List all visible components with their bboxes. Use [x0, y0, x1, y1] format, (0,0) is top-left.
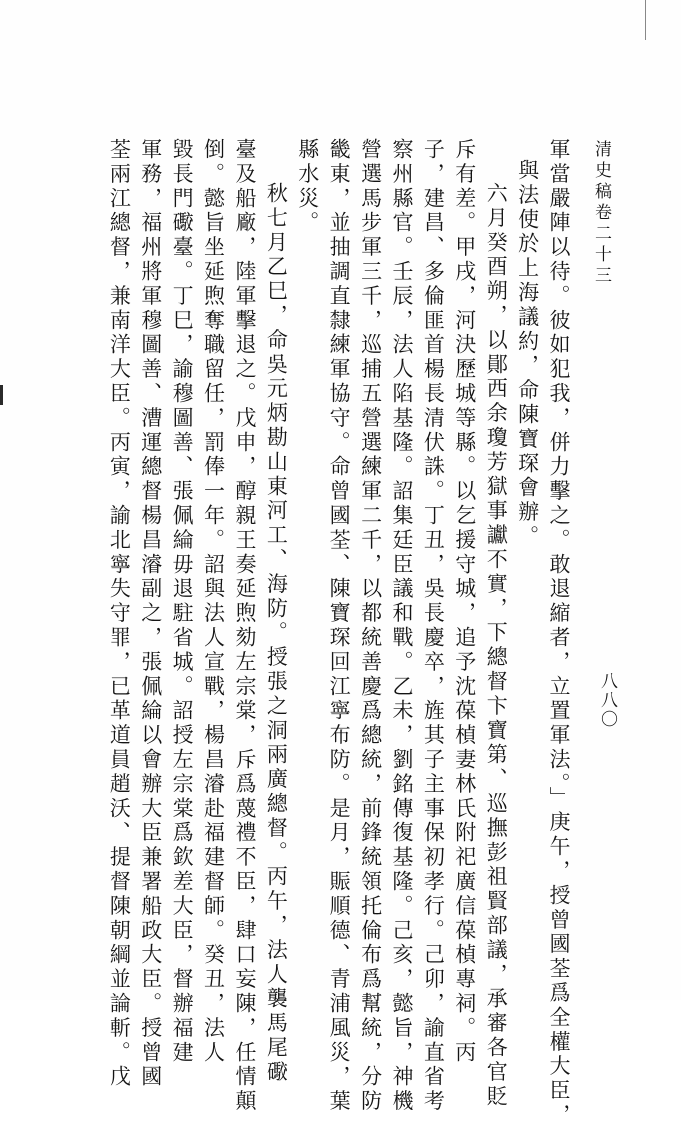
- text-column: 秋七月乙巳，命吳元炳勘山東河工、海防。授張之洞兩廣總督。丙午，法人襲馬尾礮: [264, 182, 289, 1085]
- vertical-text-body: [103, 138, 574, 1128]
- text-column: 縣水災。: [295, 138, 320, 236]
- scan-edge-mark: [645, 0, 646, 40]
- running-header: 清史稿卷二十三: [591, 140, 611, 287]
- text-column: 與法使於上海議約，命陳寶琛會辦。: [515, 159, 540, 550]
- text-column: 六月癸酉朔，以鄖西余瓊芳獄事讞不實，下總督卞寶第、巡撫彭祖賢部議，承審各官貶: [484, 182, 509, 1110]
- text-column: 倒。懿旨坐延煦奪職留任，罰俸一年。詔與法人宣戰，楊昌濬赴福建督師。癸丑，法人: [201, 138, 226, 1066]
- text-column: 毀長門礮臺。丁巳，諭穆圖善、張佩綸毋退駐省城。詔授左宗棠爲欽差大臣，督辦福建: [170, 138, 195, 1066]
- page-number: 八八〇: [597, 672, 617, 729]
- text-column: 臺及船廠，陸軍擊退之。戊申，醇親王奏延煦劾左宗棠，斥爲蔑禮不臣，肆口妄陳，任情顛: [232, 138, 257, 1114]
- text-column: 斥有差。甲戌，河決歷城等縣。以乞援守城，追予沈葆楨妻林氏附祀廣信葆楨專祠。丙: [452, 138, 477, 1066]
- text-column: 軍務，福州將軍穆圖善、漕運總督楊昌濬副之，張佩綸以會辦大臣兼署船政大臣。授曾國: [138, 138, 163, 1090]
- binding-margin-mark: [0, 385, 3, 405]
- text-column: 察州縣官。壬辰，法人陷基隆。詔集廷臣議和戰。乙未，劉銘傳復基隆。己亥，懿旨，神機: [389, 138, 414, 1114]
- text-column: 荃兩江總督，兼南洋大臣。丙寅，諭北寧失守罪，已革道員趙沃、提督陳朝綱並論斬。戊: [107, 138, 132, 1090]
- text-column: 營選馬步軍三千，巡捕五營選練軍二千，以都統善慶爲總統，前鋒統領托倫布爲幫統，分防: [358, 138, 383, 1114]
- text-column: 軍當嚴陣以待。彼如犯我，併力擊之。敢退縮者，立置軍法。」庚午，授曾國荃爲全權大臣，: [547, 138, 571, 1128]
- text-column: 子，建昌、多倫匪首楊長清伏誅。丁丑，吳長慶卒，旌其子主事保初孝行。己卯，諭直省考: [421, 138, 446, 1114]
- text-column: 畿東，並抽調直隸練軍協守。命曾國荃、陳寶琛回江寧布防。是月，賑順德、青浦風災，葉: [327, 138, 352, 1114]
